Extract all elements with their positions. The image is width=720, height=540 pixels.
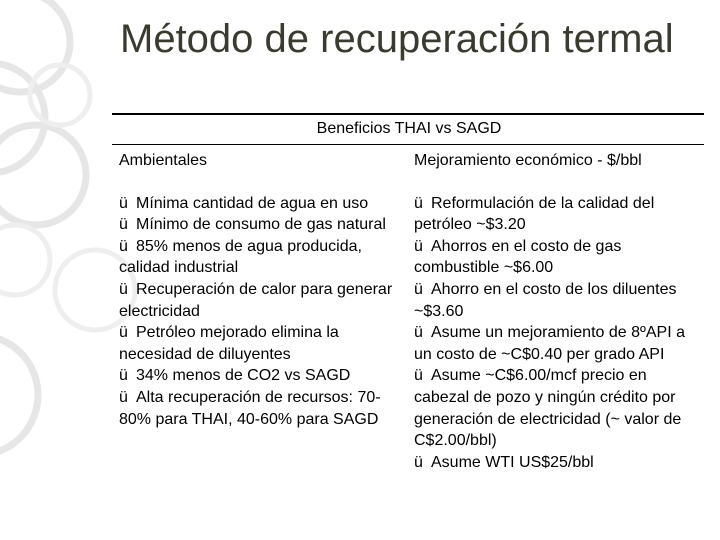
checkmark-icon: ü xyxy=(119,388,128,406)
list-item: ü Ahorros en el costo de gas combustible ~$6.00 xyxy=(414,237,622,277)
table-caption-text: Beneficios THAI vs SAGD xyxy=(316,120,502,137)
checkmark-icon: ü xyxy=(414,237,423,255)
checkmark-icon: ü xyxy=(414,280,423,298)
list-item: ü Reformulación de la calidad del petróleo ~$3.20 xyxy=(414,194,655,234)
checkmark-icon: ü xyxy=(414,324,423,342)
caption-underline xyxy=(112,144,704,145)
bullet-list-mejoramiento xyxy=(414,193,704,474)
checkmark-icon: ü xyxy=(119,216,128,234)
list-item: ü Asume un mejoramiento de 8ºAPI a un costo de ~C$0.40 per grado API xyxy=(414,324,685,363)
checkmark-icon: ü xyxy=(414,453,423,471)
list-item: ü Ahorro en el costo de los diluentes ~$3.60 xyxy=(414,280,677,320)
checkmark-icon: ü xyxy=(119,237,128,255)
list-item: ü Mínimo de consumo de gas natural xyxy=(119,214,399,236)
checkmark-icon: ü xyxy=(414,367,423,385)
title-underline xyxy=(112,113,704,115)
checkmark-icon: ü xyxy=(119,367,128,385)
list-item: ü Asume WTI US$25/bbl xyxy=(414,452,704,474)
bullet-list-ambientales xyxy=(119,193,399,431)
list-item: ü Recuperación de calor para generar electricidad xyxy=(119,280,393,320)
column-header-mejoramiento: Mejoramiento económico - $/bbl xyxy=(414,152,642,169)
list-item: ü Mínima cantidad de agua en uso xyxy=(119,193,399,215)
column-mejoramiento xyxy=(414,150,704,473)
list-item: ü Petróleo mejorado elimina la necesidad de diluyentes xyxy=(119,324,339,363)
checkmark-icon: ü xyxy=(119,324,128,342)
table-caption xyxy=(112,119,704,139)
list-item: ü 85% menos de agua producida, calidad industrial xyxy=(119,237,362,277)
checkmark-icon: ü xyxy=(414,194,423,212)
list-item: ü Asume ~C$6.00/mcf precio en cabezal de pozo y ningún crédito por generación de electricidad (~ valor de C$2.00/bbl) xyxy=(414,367,682,450)
column-header-ambientales: Ambientales xyxy=(119,152,208,169)
slide-title: Método de recuperación termal xyxy=(120,17,674,61)
list-item: ü 34% menos de CO2 vs SAGD xyxy=(119,365,399,387)
column-ambientales xyxy=(119,150,399,430)
checkmark-icon: ü xyxy=(119,280,128,298)
list-item: ü Alta recuperación de recursos: 70-80% para THAI, 40-60% para SAGD xyxy=(119,388,381,428)
checkmark-icon: ü xyxy=(119,194,128,212)
